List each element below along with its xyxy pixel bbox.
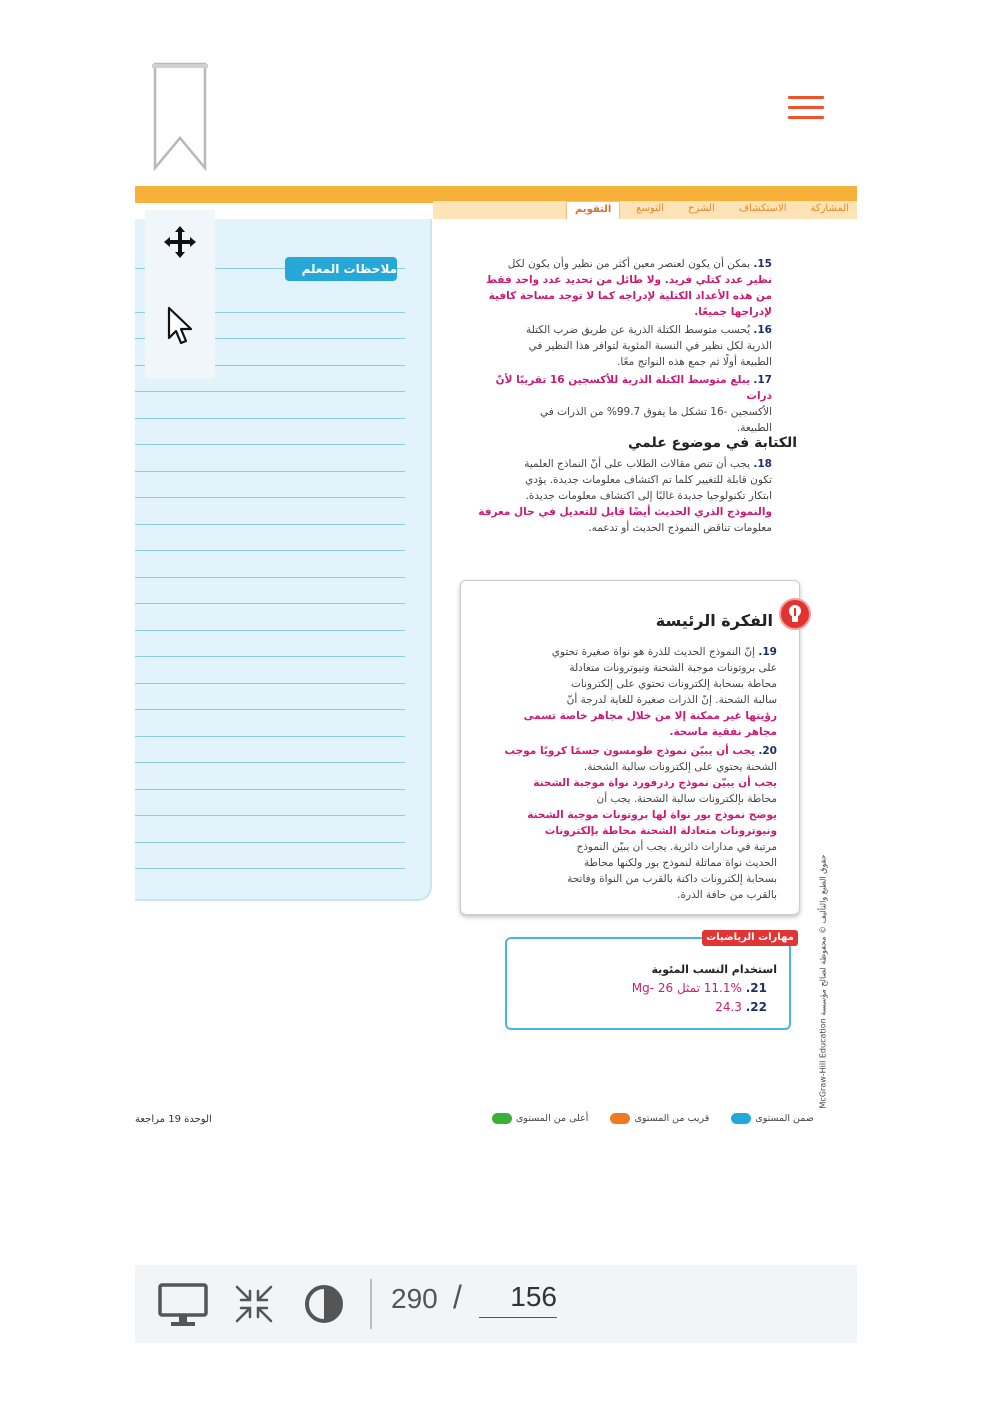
main-idea-box: [460, 580, 800, 915]
line: الشحنة يحتوي على إلكترونات سالبة الشحنة.: [583, 761, 777, 773]
line: مرتبة في مدارات دائرية. يجب أن يبيّن النموذج: [576, 841, 777, 853]
question-number: 19.: [758, 646, 777, 658]
question-19: [487, 644, 777, 740]
teacher-notes-title: ملاحظات المعلم: [285, 257, 397, 281]
line: لإدراجها جميعًا.: [694, 306, 772, 318]
question-15: [477, 256, 772, 320]
line: والنموذج الذري الحديث أيضًا قابل للتعديل في حال معرفة: [478, 506, 772, 518]
legend-label: أعلى من المستوى: [516, 1113, 589, 1124]
line: معلومات تناقض النموذج الحديث أو تدعمه.: [588, 522, 772, 534]
legend-label: ضمن المستوى: [755, 1113, 814, 1124]
question-number: 21.: [745, 981, 767, 995]
line: محاطة بسحابة إلكترونات تحتوي على إلكترونات: [570, 678, 777, 690]
line: يوضح نموذج بور نواة لها بروتونات موجبة الشحنة: [527, 809, 777, 821]
copyright-text: حقوق الطبع والتأليف © محفوظة لصالح مؤسسة McGraw-Hill Education: [818, 854, 828, 1109]
line: يجب أن يبيّن نموذج ردرفورد نواة موجبة الشحنة: [533, 777, 777, 789]
question-20: [487, 743, 777, 903]
question-number: 22.: [745, 1000, 767, 1014]
mouse-pointer-icon[interactable]: [145, 296, 215, 356]
question-number: 18.: [753, 458, 772, 470]
current-page-input[interactable]: 156: [479, 1281, 557, 1318]
line: يجب أن تنص مقالات الطلاب على أنّ النماذج العلمية: [524, 458, 751, 470]
question-22: [715, 1000, 767, 1014]
answer-21: 11.1% تمثل Mg- 26: [631, 981, 742, 995]
line: يمكن أن يكون لعنصر معين أكثر من نظير وأن يكون لكل: [507, 258, 751, 270]
line: سالبة الشحنة. إنّ الذرات صغيرة للغاية لدرجة أنّ: [566, 694, 777, 706]
line: على بروتونات موجبة الشحنة ونيوترونات متعادلة: [569, 662, 777, 674]
line: إنّ النموذج الحديث للذرة هو نواة صغيرة تحتوي: [551, 646, 756, 658]
line: الطبيعة.: [736, 422, 772, 434]
hamburger-menu-icon[interactable]: [788, 96, 824, 124]
bookmark-icon[interactable]: [148, 60, 212, 172]
main-idea-heading: الفكرة الرئيسة: [655, 611, 773, 630]
total-pages: 290: [391, 1283, 438, 1314]
collapse-arrows-icon[interactable]: [233, 1283, 275, 1325]
page-separator: /: [453, 1279, 462, 1315]
legend-label: قريب من المستوى: [634, 1113, 710, 1124]
question-number: 15.: [753, 258, 772, 270]
contrast-icon[interactable]: [303, 1283, 345, 1325]
math-skills-heading: استخدام النسب المئوية: [651, 963, 777, 976]
line: من هذه الأعداد الكتلية لإدراجه كما لا توجد مساحة كافية: [488, 290, 772, 302]
question-18: [477, 456, 772, 536]
answer-22: 24.3: [715, 1000, 742, 1014]
question-16: [477, 322, 772, 370]
question-number: 16.: [753, 324, 772, 336]
legend-beyond-pill: [492, 1113, 512, 1124]
line: رؤيتها غير ممكنة إلا من خلال مجاهر خاصة تسمى: [523, 710, 777, 722]
line: محاطة بإلكترونات سالبة الشحنة. يجب أن: [596, 793, 777, 805]
tab-explore[interactable]: الاستكشاف: [738, 203, 787, 214]
lightbulb-icon: [779, 598, 811, 630]
writing-heading: الكتابة في موضوع علمي: [627, 435, 797, 451]
tab-explain[interactable]: الشرح: [688, 203, 715, 214]
tab-evaluate[interactable]: التقويم: [566, 201, 620, 219]
unit-label: الوحدة 19 مراجعة: [135, 1114, 212, 1125]
line: الأكسجين -16 تشكل ما يفوق 99.7% من الذرات في: [539, 406, 772, 418]
question-number: 20.: [758, 745, 777, 757]
line: يبلغ متوسط الكتلة الذرية للأكسجين 16 تقريبًا لأنّ ذرات: [495, 374, 772, 402]
math-skills-box: [505, 937, 791, 1030]
copyright-vertical: [808, 854, 828, 1109]
line: الحديث نواة مماثلة لنموذج بور ولكنها محاطة: [584, 857, 777, 869]
tool-panel: [145, 210, 215, 378]
line: تكون قابلة للتغيير كلما تم اكتشاف معلومات جديدة. يؤدي: [525, 474, 772, 486]
tab-elaborate[interactable]: التوسع: [636, 203, 665, 214]
toolbar-divider: [370, 1279, 372, 1329]
level-legend: [492, 1113, 814, 1124]
lesson-tabs: [433, 201, 857, 219]
legend-approaching-pill: [610, 1113, 630, 1124]
line: يجب أن يبيّن نموذج طومسون جسمًا كرويًا موجب: [504, 745, 756, 757]
question-number: 17.: [753, 374, 772, 386]
line: نظير عدد كتلي فريد. ولا طائل من تحديد عدد واحد فقط: [486, 274, 772, 286]
move-arrows-icon[interactable]: [145, 212, 215, 272]
line: ابتكار تكنولوجيا جديدة غالبًا إلى اكتشاف معلومات جديدة.: [525, 490, 772, 502]
monitor-icon[interactable]: [157, 1280, 209, 1328]
question-17: [477, 372, 772, 436]
line: الطبيعة أولًا ثم جمع هذه النواتج معًا.: [617, 356, 772, 368]
line: بالقرب من حافة الذرة.: [677, 889, 777, 901]
line: يُحسب متوسط الكتلة الذرية عن طريق ضرب الكتلة: [525, 324, 751, 336]
line: ونيوترونات متعادلة الشحنة محاطة بإلكترونات: [544, 825, 777, 837]
math-skills-tag: مهارات الرياضيات: [702, 930, 798, 946]
question-21: [632, 981, 767, 995]
legend-on-level-pill: [731, 1113, 751, 1124]
line: الذرية لكل نظير في النسبة المئوية لتوافر هذا النظير في: [528, 340, 772, 352]
line: مجاهر نفقية ماسحة.: [669, 726, 777, 738]
tab-engage[interactable]: المشاركة: [810, 203, 849, 214]
line: بسحابة إلكترونات داكنة بالقرب من النواة وفاتحة: [567, 873, 777, 885]
bottom-toolbar: [135, 1265, 857, 1343]
